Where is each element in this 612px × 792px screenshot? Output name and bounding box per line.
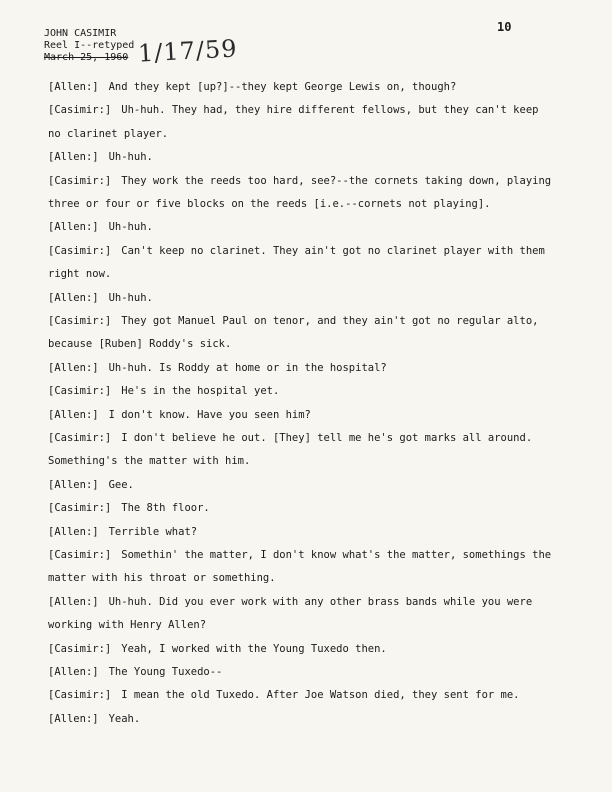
transcript-line [48, 665, 568, 679]
transcript-line [48, 478, 568, 492]
speaker-label: [ Casimir :] [48, 501, 111, 515]
transcript-line [48, 174, 568, 188]
speaker-label: [ Casimir :] [48, 244, 111, 258]
transcript-line [48, 267, 568, 281]
transcript-line [48, 314, 568, 328]
transcript-line [48, 688, 568, 702]
line-text: I mean the old Tuxedo. After Joe Watson died, they sent for me. [121, 689, 520, 702]
line-text: working with Henry Allen? [48, 619, 207, 632]
line-text: because [Ruben] Roddy's sick. [48, 338, 232, 351]
transcript-line [48, 337, 568, 351]
transcript-line [48, 454, 568, 468]
line-text: Uh-huh. [108, 291, 153, 304]
line-text: They work the reeds too hard, see?--the cornets taking down, playing [121, 174, 552, 187]
transcript-line [48, 618, 568, 632]
line-text: three or four or five blocks on the reeds [i.e.--cornets not playing]. [48, 198, 491, 210]
handwritten-date: 1/17/59 [137, 34, 239, 68]
line-text: I don't believe he out. [They] tell me he's got marks all around. [121, 432, 533, 444]
speaker-label: [ Allen :] [48, 665, 99, 679]
line-text: Can't keep no clarinet. They ain't got no clarinet player with them [121, 244, 545, 257]
speaker-label: [ Allen :] [48, 712, 99, 726]
transcript-line [48, 642, 568, 656]
line-text: Uh-huh. Is Roddy at home or in the hospital? [108, 361, 387, 374]
transcript-line [48, 80, 568, 94]
speaker-label: [ Allen :] [48, 150, 99, 164]
typed-date: March 25, 1960 [44, 52, 129, 63]
transcript-line [48, 431, 568, 445]
transcript-line [48, 291, 568, 305]
speaker-label: [ Allen :] [48, 478, 99, 492]
speaker-label: [ Allen :] [48, 525, 99, 539]
line-text: Something's the matter with him. [48, 455, 251, 468]
page-number: 10 [497, 20, 512, 34]
speaker-label: [ Casimir :] [48, 642, 111, 656]
transcript-line [48, 361, 568, 375]
speaker-label: [ Casimir :] [48, 174, 111, 188]
transcript-line [48, 501, 568, 515]
speaker-label: [ Casimir :] [48, 384, 111, 398]
line-text: Terrible what? [108, 525, 198, 538]
line-text: matter with his throat or something. [48, 572, 276, 585]
reel-label: Reel I--retyped [44, 40, 135, 51]
speaker-label: [ Allen :] [48, 408, 99, 422]
transcript-line [48, 244, 568, 258]
line-text: He's in the hospital yet. [121, 385, 280, 398]
transcript-line [48, 571, 568, 585]
transcript-line [48, 127, 568, 141]
line-text: no clarinet player. [48, 127, 169, 140]
line-text: The 8th floor. [121, 502, 210, 515]
speaker-label: [ Allen :] [48, 291, 99, 305]
speaker-label: [ Allen :] [48, 595, 99, 609]
transcript-line [48, 595, 568, 609]
line-text: Gee. [108, 478, 134, 491]
line-text: I don't know. Have you seen him? [108, 408, 311, 421]
speaker-label: [ Casimir :] [48, 548, 111, 562]
transcript-line [48, 220, 568, 234]
line-text: The Young Tuxedo-- [108, 666, 223, 678]
line-text: And they kept [up?]--they kept George Lewis on, though? [108, 81, 457, 93]
transcript-line [48, 103, 568, 117]
transcript-line [48, 408, 568, 422]
transcript-line [48, 548, 568, 562]
line-text: Somethin' the matter, I don't know what's the matter, somethings the [121, 549, 552, 561]
line-text: right now. [48, 268, 112, 281]
line-text: Yeah, I worked with the Young Tuxedo then. [121, 642, 387, 655]
speaker-label: [ Casimir :] [48, 103, 111, 117]
line-text: They got Manuel Paul on tenor, and they ain't got no regular alto, [121, 315, 539, 327]
speaker-label: [ Allen :] [48, 361, 99, 375]
line-text: Uh-huh. [108, 151, 153, 164]
line-text: Uh-huh. They had, they hire different fellows, but they can't keep [121, 104, 539, 117]
line-text: Uh-huh. Did you ever work with any other brass bands while you were [108, 595, 533, 608]
speaker-label: [ Casimir :] [48, 431, 111, 445]
line-text: Uh-huh. [108, 221, 153, 234]
speaker-label: [ Allen :] [48, 80, 99, 94]
interviewee-name: JOHN CASIMIR [44, 28, 117, 39]
speaker-label: [ Allen :] [48, 220, 99, 234]
speaker-label: [ Casimir :] [48, 314, 111, 328]
transcript-line [48, 197, 568, 211]
transcript-line [48, 384, 568, 398]
line-text: Yeah. [108, 712, 141, 725]
transcript-line [48, 150, 568, 164]
transcript-line [48, 712, 568, 726]
speaker-label: [ Casimir :] [48, 688, 111, 702]
transcript-line [48, 525, 568, 539]
